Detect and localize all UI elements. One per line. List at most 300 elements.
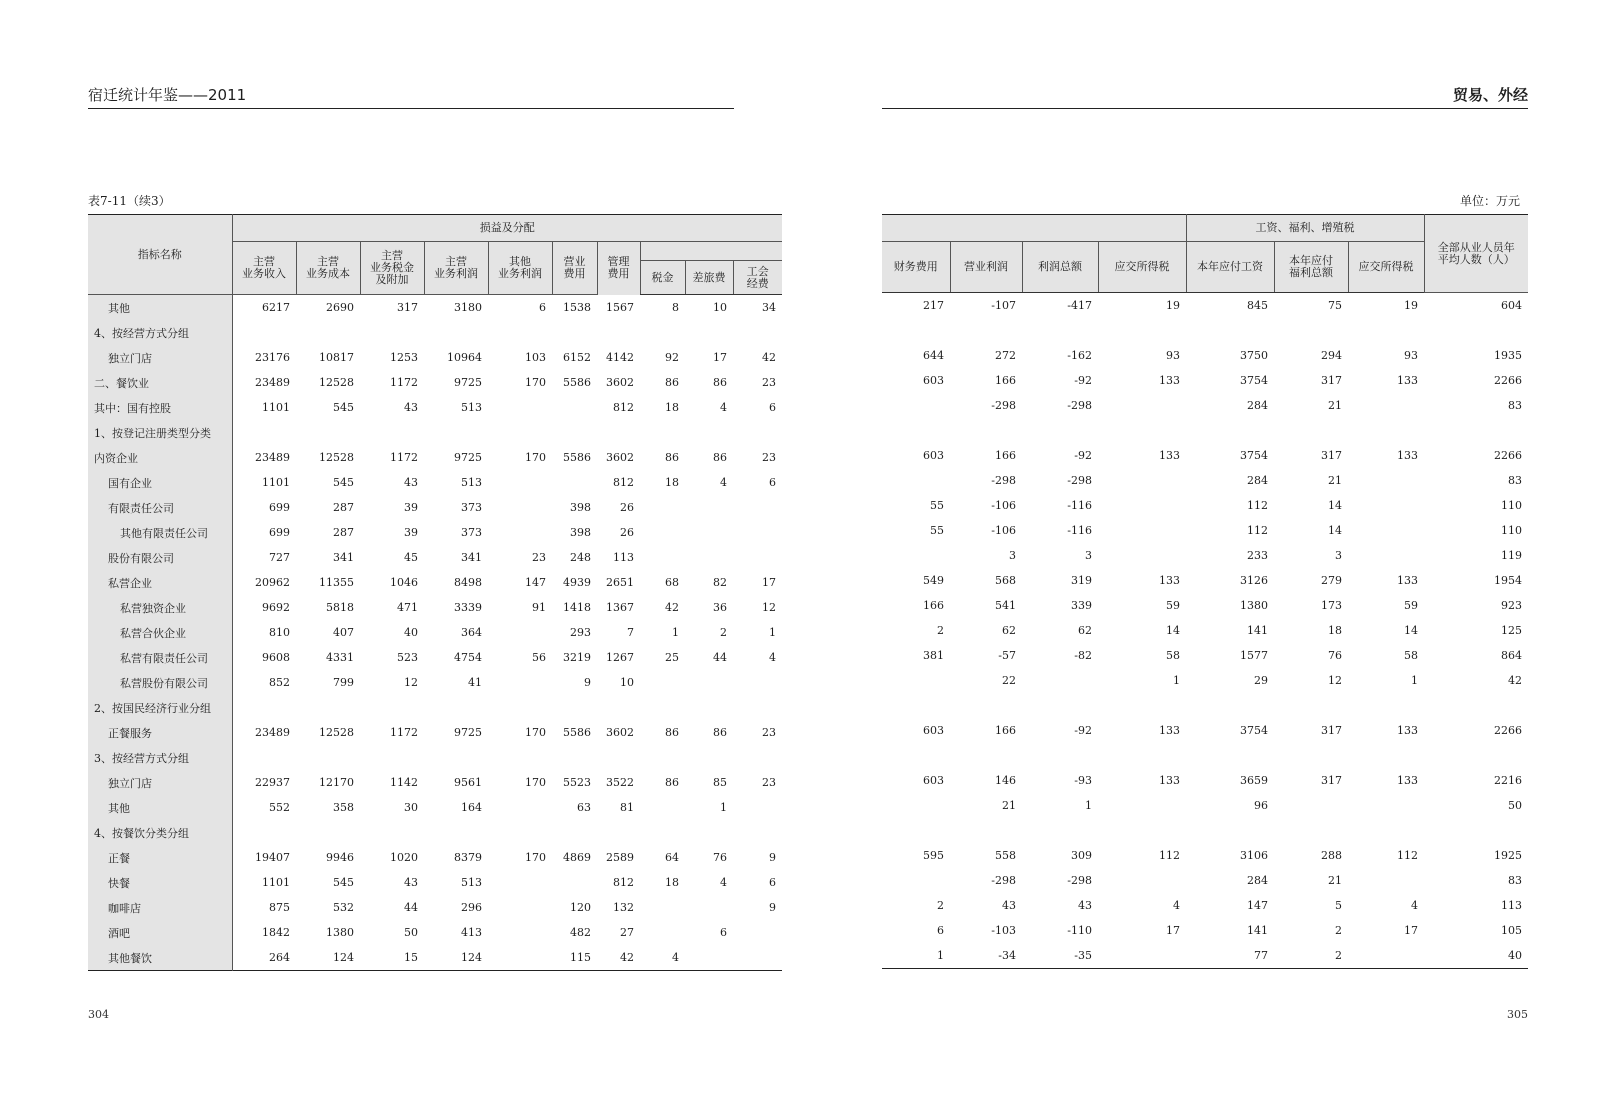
value-cell [685, 820, 733, 845]
value-cell: 407 [333, 626, 354, 639]
value-cell [882, 468, 950, 493]
table-row [88, 745, 782, 770]
row-name-cell: 有限责任公司 [88, 495, 232, 520]
table-row [882, 893, 1528, 918]
value-cell [488, 945, 552, 971]
value-cell: 42 [762, 351, 777, 364]
value-cell [232, 820, 296, 845]
value-cell [1348, 518, 1424, 543]
value-cell: 6 [769, 876, 777, 889]
value-cell: 852 [269, 676, 290, 689]
value-cell: 166 [995, 449, 1016, 462]
value-cell: 17 [1404, 924, 1419, 937]
value-cell: 86 [665, 726, 679, 739]
value-cell [488, 920, 552, 945]
value-cell: 133 [1159, 449, 1180, 462]
value-cell [733, 670, 782, 695]
value-cell: 18 [1328, 624, 1342, 637]
value-cell: 309 [1071, 849, 1092, 862]
value-cell: 3126 [1240, 574, 1268, 587]
value-cell [488, 895, 552, 920]
row-name-cell: 私营股份有限公司 [88, 670, 232, 695]
value-cell [488, 870, 552, 895]
value-cell: 77 [1254, 949, 1268, 962]
value-cell: 133 [1397, 374, 1419, 387]
value-cell: 6152 [563, 351, 591, 364]
value-cell: 75 [1328, 299, 1342, 312]
value-cell [733, 920, 782, 945]
value-cell: -103 [991, 924, 1016, 937]
header-sub-col: 差旅费 [685, 261, 733, 295]
table-row [882, 468, 1528, 493]
value-cell: 50 [1508, 799, 1523, 812]
value-cell: 317 [1321, 774, 1342, 787]
value-cell [232, 420, 296, 445]
value-cell: 317 [1321, 374, 1342, 387]
value-cell [950, 318, 1022, 343]
value-cell: 4 [1173, 899, 1180, 912]
value-cell [640, 920, 685, 945]
header-col: 应交所得税 [1098, 242, 1186, 293]
value-cell: 2 [1335, 924, 1342, 937]
header-col: 应交所得税 [1348, 242, 1424, 293]
value-cell: 81 [620, 801, 634, 814]
value-cell: 22 [1002, 674, 1016, 687]
value-cell [424, 420, 488, 445]
header-blank-group [882, 215, 1186, 242]
value-cell: 603 [923, 724, 944, 737]
value-cell: 541 [995, 599, 1016, 612]
table-row [882, 818, 1528, 843]
value-cell [552, 320, 597, 345]
value-cell: 3180 [454, 301, 482, 314]
value-cell: 1577 [1240, 649, 1268, 662]
value-cell [232, 745, 296, 770]
value-cell: 3 [1085, 549, 1092, 562]
value-cell: 604 [1501, 299, 1523, 312]
value-cell: -92 [1074, 374, 1092, 387]
value-cell [1348, 543, 1424, 568]
value-cell: 93 [1166, 349, 1180, 362]
value-cell: 21 [1328, 474, 1342, 487]
table-row [882, 793, 1528, 818]
header-indicator-name: 指标名称 [88, 215, 232, 295]
value-cell: 105 [1501, 924, 1523, 937]
value-cell: 9 [584, 676, 591, 689]
value-cell: 43 [404, 476, 418, 489]
row-name-cell: 3、按经营方式分组 [88, 745, 232, 770]
header-col: 本年应付工资 [1186, 242, 1274, 293]
value-cell: 4 [720, 476, 727, 489]
value-cell: 86 [665, 376, 679, 389]
row-name-cell: 咖啡店 [88, 895, 232, 920]
value-cell: 132 [613, 901, 634, 914]
value-cell: 39 [404, 526, 418, 539]
table-row [88, 495, 782, 520]
value-cell [733, 745, 782, 770]
value-cell: 4 [769, 651, 777, 664]
value-cell [1186, 418, 1274, 443]
table-row [88, 345, 782, 370]
value-cell: -35 [1074, 949, 1092, 962]
value-cell: 23 [762, 376, 777, 389]
value-cell: 26 [620, 526, 634, 539]
value-cell: 170 [525, 451, 546, 464]
table-row [882, 943, 1528, 969]
value-cell: 545 [333, 476, 354, 489]
value-cell: 19 [1404, 299, 1419, 312]
value-cell: 10 [620, 676, 634, 689]
table-row [882, 568, 1528, 593]
row-name-cell: 酒吧 [88, 920, 232, 945]
value-cell [640, 820, 685, 845]
value-cell [733, 520, 782, 545]
value-cell: 12 [404, 676, 418, 689]
value-cell: -106 [991, 499, 1016, 512]
value-cell: 112 [1247, 499, 1268, 512]
value-cell: 76 [1328, 649, 1342, 662]
value-cell [1186, 693, 1274, 718]
value-cell [733, 495, 782, 520]
value-cell: 170 [525, 376, 546, 389]
header-col: 营业利润 [950, 242, 1022, 293]
value-cell [488, 495, 552, 520]
value-cell: 644 [923, 349, 944, 362]
value-cell: 3602 [606, 451, 634, 464]
value-cell: 2266 [1494, 449, 1523, 462]
row-name-cell: 国有企业 [88, 470, 232, 495]
value-cell: 1935 [1494, 349, 1523, 362]
value-cell: 2 [720, 626, 727, 639]
header-subgroup-spacer [640, 242, 782, 261]
value-cell: 110 [1501, 524, 1523, 537]
row-name-cell: 正餐服务 [88, 720, 232, 745]
value-cell: 17 [1166, 924, 1180, 937]
value-cell: -298 [1067, 399, 1092, 412]
value-cell: 166 [995, 724, 1016, 737]
value-cell [1098, 693, 1186, 718]
value-cell [1348, 868, 1424, 893]
table-row [88, 620, 782, 645]
value-cell: 1567 [606, 300, 634, 314]
value-cell [1348, 943, 1424, 969]
value-cell: 29 [1254, 674, 1268, 687]
value-cell: 170 [525, 726, 546, 739]
header-col: 主营 业务收入 [232, 242, 296, 295]
value-cell [1424, 818, 1528, 843]
value-cell: 279 [1321, 574, 1342, 587]
value-cell: 91 [532, 601, 546, 614]
value-cell [882, 318, 950, 343]
value-cell [1424, 418, 1528, 443]
value-cell [552, 870, 597, 895]
row-name-cell: 其他 [88, 295, 232, 321]
value-cell [488, 395, 552, 420]
table-row [882, 368, 1528, 393]
value-cell: 699 [269, 501, 290, 514]
value-cell: 82 [713, 576, 727, 589]
value-cell: 45 [404, 551, 418, 564]
page-number-right: 305 [1507, 1008, 1528, 1021]
value-cell: -57 [998, 649, 1016, 662]
value-cell: 133 [1397, 574, 1419, 587]
table-row [88, 470, 782, 495]
value-cell: 12528 [319, 451, 354, 464]
value-cell: 1172 [390, 376, 418, 389]
value-cell: -82 [1074, 649, 1092, 662]
value-cell [1348, 493, 1424, 518]
table-row [882, 343, 1528, 368]
value-cell: 864 [1501, 649, 1523, 662]
value-cell: 55 [930, 499, 944, 512]
value-cell: 603 [923, 374, 944, 387]
header-col: 本年应付 福利总额 [1274, 242, 1348, 293]
value-cell: 62 [1078, 624, 1092, 637]
value-cell [597, 745, 640, 770]
value-cell: 810 [269, 626, 290, 639]
value-cell: 317 [397, 301, 418, 314]
value-cell [733, 795, 782, 820]
value-cell [296, 820, 360, 845]
value-cell: 18 [665, 876, 679, 889]
value-cell: 603 [923, 449, 944, 462]
row-name-cell: 4、按经营方式分组 [88, 320, 232, 345]
value-cell: 1418 [563, 601, 591, 614]
table-row [882, 493, 1528, 518]
value-cell: 141 [1247, 624, 1268, 637]
value-cell: 147 [1247, 899, 1268, 912]
value-cell [488, 470, 552, 495]
value-cell [552, 745, 597, 770]
table-row [882, 693, 1528, 718]
value-cell: 15 [404, 951, 418, 964]
value-cell: 513 [461, 876, 482, 889]
value-cell: 133 [1397, 774, 1419, 787]
row-name-cell: 内资企业 [88, 445, 232, 470]
value-cell [882, 418, 950, 443]
right-running-header: 贸易、外经 [882, 84, 1528, 109]
value-cell: 4 [720, 876, 727, 889]
left-running-header: 宿迁统计年鉴——2011 [88, 84, 734, 109]
value-cell: 68 [665, 576, 679, 589]
value-cell: 373 [461, 526, 482, 539]
table-row [882, 618, 1528, 643]
value-cell: 83 [1508, 399, 1523, 412]
value-cell [1348, 393, 1424, 418]
value-cell: 113 [1501, 899, 1523, 912]
table-row [88, 545, 782, 570]
value-cell: 86 [665, 451, 679, 464]
value-cell: 9946 [326, 851, 354, 864]
value-cell [1274, 693, 1348, 718]
value-cell: 9 [769, 851, 777, 864]
row-name-cell: 私营有限责任公司 [88, 645, 232, 670]
value-cell: 92 [665, 351, 679, 364]
value-cell: 14 [1166, 624, 1180, 637]
value-cell [1186, 743, 1274, 768]
value-cell [640, 320, 685, 345]
value-cell: 398 [570, 526, 591, 539]
value-cell: -106 [991, 524, 1016, 537]
value-cell: 2 [937, 899, 944, 912]
value-cell [232, 320, 296, 345]
value-cell: 4331 [326, 651, 354, 664]
value-cell: 96 [1254, 799, 1268, 812]
value-cell: 3602 [606, 376, 634, 389]
table-row [882, 843, 1528, 868]
value-cell [640, 895, 685, 920]
header-group-profit: 损益及分配 [232, 215, 782, 242]
value-cell [640, 495, 685, 520]
value-cell [1274, 793, 1348, 818]
value-cell: -162 [1067, 349, 1092, 362]
value-cell: 4 [720, 401, 727, 414]
table-row [88, 420, 782, 445]
value-cell: 3659 [1240, 774, 1268, 787]
value-cell [360, 420, 424, 445]
value-cell [640, 520, 685, 545]
value-cell [1022, 693, 1098, 718]
value-cell: 799 [333, 676, 354, 689]
value-cell: 40 [404, 626, 418, 639]
value-cell: 3339 [454, 601, 482, 614]
value-cell [488, 695, 552, 720]
value-cell: 2690 [326, 301, 354, 314]
value-cell: 85 [713, 776, 727, 789]
value-cell: 923 [1501, 599, 1523, 612]
value-cell: 595 [923, 849, 944, 862]
value-cell [882, 543, 950, 568]
value-cell: 1 [1085, 799, 1092, 812]
value-cell: 3106 [1240, 849, 1268, 862]
value-cell [1098, 493, 1186, 518]
value-cell [1098, 393, 1186, 418]
value-cell [1348, 818, 1424, 843]
value-cell [1348, 793, 1424, 818]
value-cell [597, 820, 640, 845]
right-table-body [882, 293, 1528, 969]
value-cell: 166 [923, 599, 944, 612]
value-cell: 3750 [1240, 349, 1268, 362]
value-cell [597, 695, 640, 720]
value-cell [882, 793, 950, 818]
value-cell: 1 [672, 626, 679, 639]
value-cell: 115 [570, 951, 591, 964]
value-cell: 18 [665, 401, 679, 414]
value-cell: -298 [991, 874, 1016, 887]
value-cell [733, 420, 782, 445]
value-cell: 845 [1247, 299, 1268, 312]
value-cell [1022, 818, 1098, 843]
value-cell: 23176 [255, 351, 290, 364]
value-cell: 341 [333, 551, 354, 564]
value-cell: -107 [991, 299, 1016, 312]
value-cell: 23489 [255, 376, 290, 389]
value-cell: 523 [397, 651, 418, 664]
value-cell [360, 820, 424, 845]
value-cell [488, 820, 552, 845]
value-cell: 19 [1166, 299, 1180, 312]
value-cell [360, 320, 424, 345]
value-cell [488, 745, 552, 770]
value-cell: 10 [713, 301, 727, 314]
value-cell [1348, 468, 1424, 493]
value-cell [552, 695, 597, 720]
value-cell [1424, 693, 1528, 718]
row-name-cell: 股份有限公司 [88, 545, 232, 570]
value-cell: 26 [620, 501, 634, 514]
value-cell: -298 [1067, 874, 1092, 887]
value-cell: 170 [525, 776, 546, 789]
table-row [88, 820, 782, 845]
value-cell: 36 [713, 601, 727, 614]
value-cell: 1925 [1494, 849, 1523, 862]
value-cell: -298 [1067, 474, 1092, 487]
value-cell [1274, 818, 1348, 843]
table-row [88, 895, 782, 920]
value-cell: 284 [1247, 474, 1268, 487]
value-cell: 17 [713, 351, 727, 364]
value-cell: 513 [461, 476, 482, 489]
value-cell: 812 [613, 401, 634, 414]
value-cell: 5586 [563, 726, 591, 739]
value-cell: 23 [762, 776, 777, 789]
value-cell [552, 420, 597, 445]
value-cell: 64 [665, 851, 679, 864]
value-cell: 3522 [606, 776, 634, 789]
value-cell: 2266 [1494, 724, 1523, 737]
value-cell: 284 [1247, 399, 1268, 412]
value-cell: 112 [1159, 849, 1180, 862]
value-cell: 9725 [454, 376, 482, 389]
value-cell: 364 [461, 626, 482, 639]
value-cell [685, 495, 733, 520]
header-col: 营业 费用 [552, 242, 597, 295]
value-cell: 568 [995, 574, 1016, 587]
value-cell: 14 [1404, 624, 1419, 637]
value-cell: 119 [1501, 549, 1523, 562]
row-name-cell: 正餐 [88, 845, 232, 870]
value-cell: 2266 [1494, 374, 1523, 387]
value-cell [1098, 818, 1186, 843]
value-cell: 58 [1404, 649, 1419, 662]
value-cell: 133 [1159, 374, 1180, 387]
row-name-cell: 4、按餐饮分类分组 [88, 820, 232, 845]
value-cell [597, 320, 640, 345]
value-cell: 339 [1071, 599, 1092, 612]
value-cell [296, 420, 360, 445]
value-cell: 812 [613, 876, 634, 889]
value-cell: 12528 [319, 726, 354, 739]
value-cell: 319 [1071, 574, 1092, 587]
value-cell: -298 [991, 474, 1016, 487]
value-cell: 133 [1159, 574, 1180, 587]
value-cell: 42 [665, 601, 679, 614]
value-cell: 288 [1321, 849, 1342, 862]
value-cell [1274, 318, 1348, 343]
value-cell [1098, 468, 1186, 493]
value-cell [296, 320, 360, 345]
value-cell [1098, 793, 1186, 818]
table-row [88, 320, 782, 345]
value-cell: 1842 [262, 926, 290, 939]
value-cell: 133 [1159, 724, 1180, 737]
value-cell: 373 [461, 501, 482, 514]
table-row [88, 770, 782, 795]
table-row [882, 393, 1528, 418]
value-cell: 6 [769, 476, 777, 489]
value-cell [685, 945, 733, 971]
